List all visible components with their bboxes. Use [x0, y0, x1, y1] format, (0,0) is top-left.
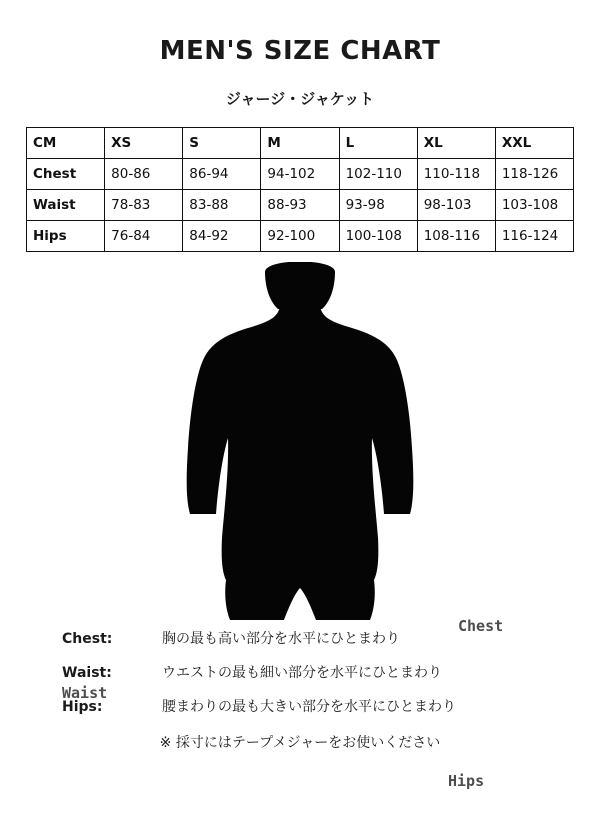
list-item	[62, 696, 600, 716]
column-header-l: L	[339, 128, 417, 159]
cell-chest-xl: 110-118	[417, 159, 495, 190]
table-row	[27, 190, 574, 221]
cell-chest-s: 86-94	[183, 159, 261, 190]
cell-chest-m: 94-102	[261, 159, 339, 190]
measurement-notes	[0, 628, 600, 716]
column-header-m: M	[261, 128, 339, 159]
table-row	[27, 221, 574, 252]
note-key-hips: Hips:	[62, 699, 103, 715]
list-item	[62, 628, 600, 648]
cell-hips-xxl: 116-124	[495, 221, 573, 252]
male-body-silhouette-icon	[187, 262, 414, 620]
size-table	[26, 127, 574, 252]
cell-hips-m: 92-100	[261, 221, 339, 252]
chest-label: Chest	[458, 617, 504, 635]
note-text-hips: 腰まわりの最も大きい部分を水平にひとまわり	[162, 699, 456, 715]
note-text-chest: 胸の最も高い部分を水平にひとまわり	[162, 631, 400, 647]
note-key-waist: Waist:	[62, 665, 112, 681]
cell-hips-s: 84-92	[183, 221, 261, 252]
row-label-waist: Waist	[27, 190, 105, 221]
cell-chest-l: 102-110	[339, 159, 417, 190]
table-header-row	[27, 128, 574, 159]
column-header-cm: CM	[27, 128, 105, 159]
list-item	[62, 662, 600, 682]
cell-waist-xs: 78-83	[105, 190, 183, 221]
cell-hips-xs: 76-84	[105, 221, 183, 252]
column-header-xl: XL	[417, 128, 495, 159]
size-chart-page	[0, 36, 600, 836]
page-subtitle: ジャージ・ジャケット	[225, 90, 375, 108]
note-key-chest: Chest:	[62, 631, 113, 647]
body-silhouette-svg	[0, 262, 600, 622]
row-label-chest: Chest	[27, 159, 105, 190]
row-label-hips: Hips	[27, 221, 105, 252]
note-text-waist: ウエストの最も細い部分を水平にひとまわり	[162, 665, 442, 681]
column-header-s: S	[183, 128, 261, 159]
table-row	[27, 159, 574, 190]
column-header-xs: XS	[105, 128, 183, 159]
cell-waist-s: 83-88	[183, 190, 261, 221]
cell-waist-l: 93-98	[339, 190, 417, 221]
column-header-xxl: XXL	[495, 128, 573, 159]
hips-label: Hips	[448, 772, 485, 790]
footnote: ※ 採寸にはテープメジャーをお使いください	[159, 735, 441, 751]
page-title: MEN'S SIZE CHART	[159, 36, 441, 66]
cell-hips-xl: 108-116	[417, 221, 495, 252]
cell-chest-xs: 80-86	[105, 159, 183, 190]
waist-label: Waist	[62, 684, 108, 702]
cell-chest-xxl: 118-126	[495, 159, 573, 190]
cell-hips-l: 100-108	[339, 221, 417, 252]
cell-waist-m: 88-93	[261, 190, 339, 221]
cell-waist-xl: 98-103	[417, 190, 495, 221]
cell-waist-xxl: 103-108	[495, 190, 573, 221]
